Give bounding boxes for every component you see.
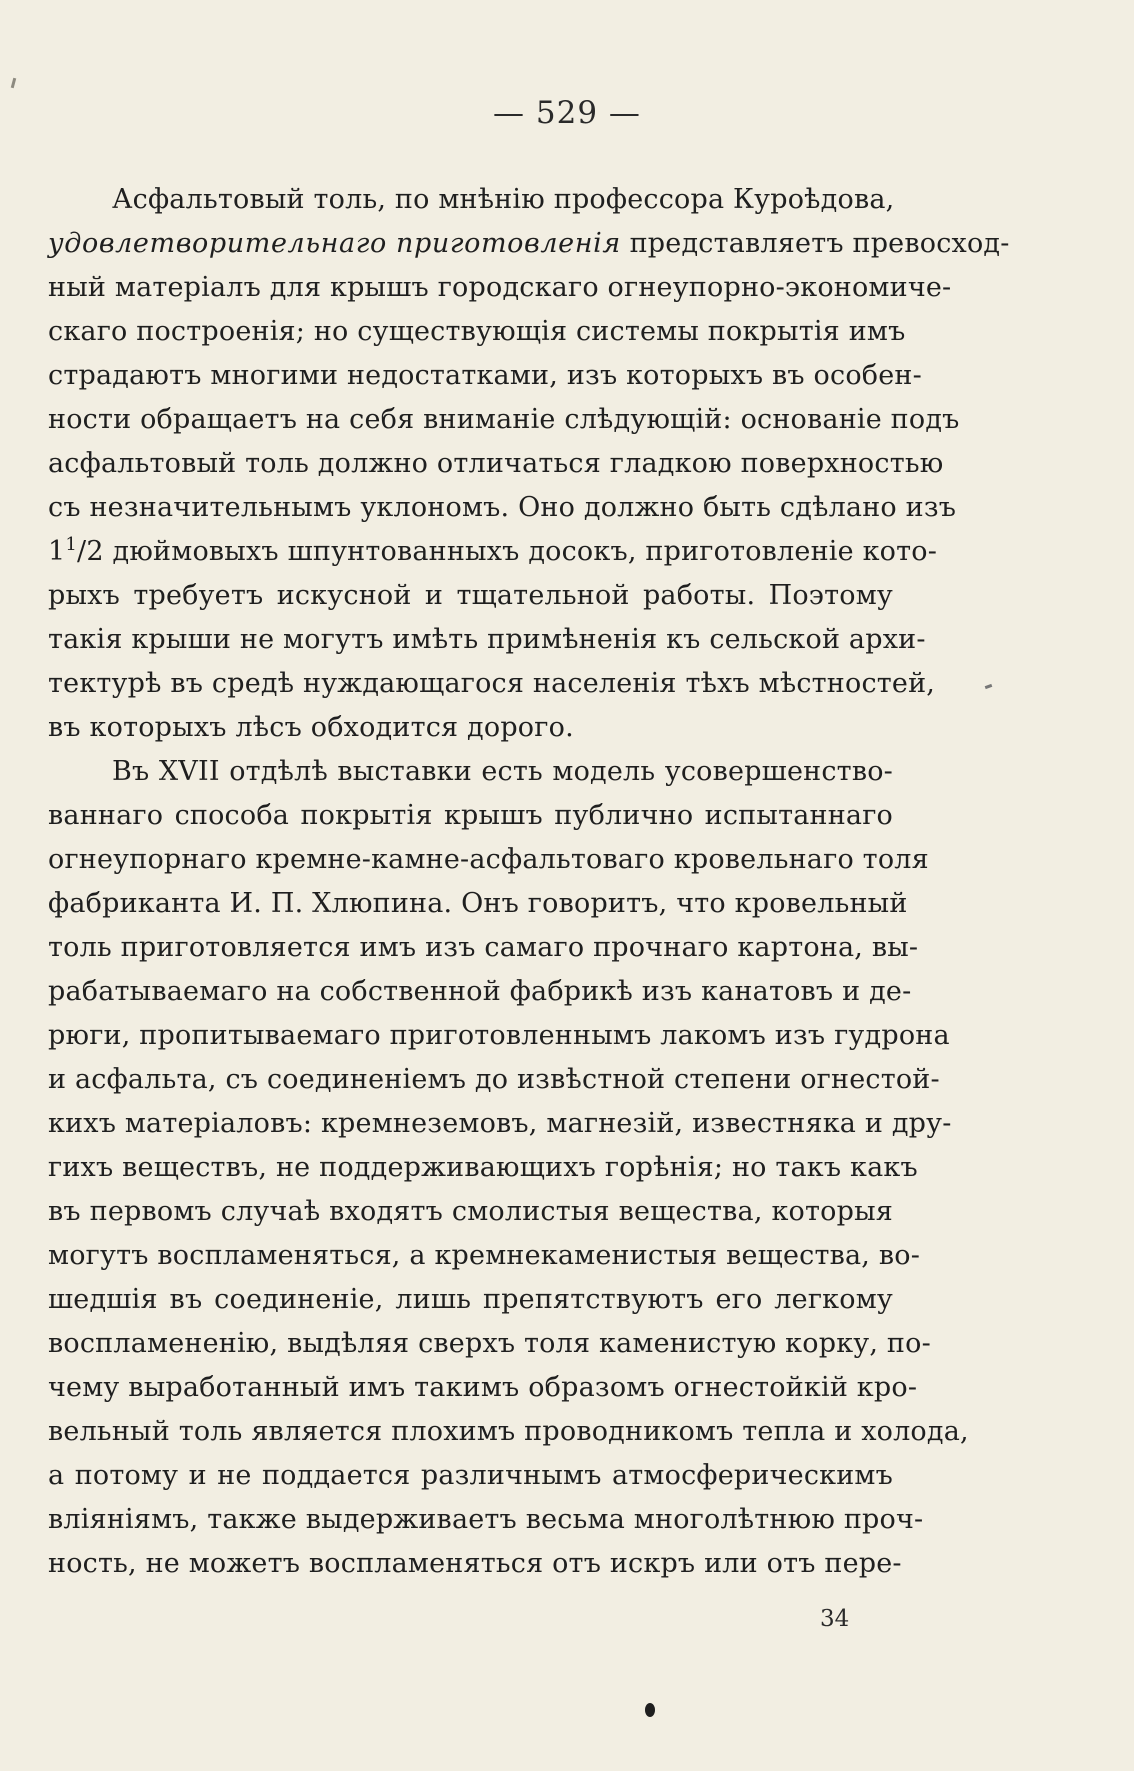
text-line: ный матеріалъ для крышъ городскаго огнеупорно-экономиче- <box>48 272 952 303</box>
text-line: Асфальтовый толь, по мнѣнію профессора Куроѣдова, <box>112 184 895 215</box>
text-line: огнеупорнаго кремне-камне-асфальтоваго кровельнаго толя <box>48 844 929 875</box>
text-line: ности обращаетъ на себя вниманіе слѣдующій: основаніе подъ <box>48 404 960 435</box>
text-line: рыхъ требуетъ искусной и тщательной работы. Поэтому <box>48 580 893 611</box>
text-line: и асфальта, съ соединеніемъ до извѣстной степени огнестой- <box>48 1064 940 1095</box>
text-line: вельный толь является плохимъ проводникомъ тепла и холода, <box>48 1416 969 1447</box>
text-line: ность, не можетъ воспламеняться отъ искръ или отъ пере- <box>48 1548 902 1579</box>
text-line: тектурѣ въ средѣ нуждающагося населенія тѣхъ мѣстностей, <box>48 668 936 699</box>
text-line: вліяніямъ, также выдерживаетъ весьма многолѣтнюю проч- <box>48 1504 924 1535</box>
signature-number: 34 <box>820 1606 850 1632</box>
text-line: фабриканта И. П. Хлюпина. Онъ говоритъ, что кровельный <box>48 888 908 919</box>
text-line: шедшія въ соединеніе, лишь препятствуютъ его легкому <box>48 1284 893 1315</box>
text-line: воспламененію, выдѣляя сверхъ толя каменистую корку, по- <box>48 1328 931 1359</box>
text-line: а потому и не поддается различнымъ атмосферическимъ <box>48 1460 893 1491</box>
text-line: толь приготовляется имъ изъ самаго прочнаго картона, вы- <box>48 932 919 963</box>
paragraph-1 <box>48 178 1010 750</box>
text-line: гихъ веществъ, не поддерживающихъ горѣнія; но такъ какъ <box>48 1152 918 1183</box>
text-line: асфальтовый толь должно отличаться гладкою поверхностью <box>48 448 944 479</box>
body-text <box>48 178 1010 1586</box>
paragraph-2 <box>48 750 969 1586</box>
text-line: Въ XVII отдѣлѣ выставки есть модель усовершенство- <box>112 756 893 787</box>
text-line: въ первомъ случаѣ входятъ смолистыя вещества, которыя <box>48 1196 893 1227</box>
text-line: скаго построенія; но существующія системы покрытія имъ <box>48 316 906 347</box>
text-line: удовлетворительнаго приготовленія представляетъ превосход- <box>48 228 1010 259</box>
text-line: рюги, пропитываемаго приготовленнымъ лакомъ изъ гудрона <box>48 1020 950 1051</box>
page-number: — 529 — <box>493 95 641 131</box>
bottom-ink-dot <box>645 1703 655 1717</box>
text-line: рабатываемаго на собственной фабрикѣ изъ канатовъ и де- <box>48 976 912 1007</box>
text-line: страдаютъ многими недостатками, изъ которыхъ въ особен- <box>48 360 922 391</box>
margin-mark <box>985 684 993 689</box>
text-line: ваннаго способа покрытія крышъ публично испытаннаго <box>48 800 893 831</box>
text-line: въ которыхъ лѣсъ обходится дорого. <box>48 712 574 743</box>
text-line: кихъ матеріаловъ: кремнеземовъ, магнезій, известняка и дру- <box>48 1108 952 1139</box>
scan-mark <box>11 78 16 88</box>
text-line: $1^1/2$ дюймовыхъ шпунтованныхъ досокъ, приготовленіе кото- <box>48 534 938 567</box>
text-line: чему выработанный имъ такимъ образомъ огнестойкій кро- <box>48 1372 918 1403</box>
text-line: такія крыши не могутъ имѣть примѣненія къ сельской архи- <box>48 624 926 655</box>
text-line: могутъ воспламеняться, а кремнекаменистыя вещества, во- <box>48 1240 921 1271</box>
text-line: съ незначительнымъ уклономъ. Оно должно быть сдѣлано изъ <box>48 492 957 523</box>
